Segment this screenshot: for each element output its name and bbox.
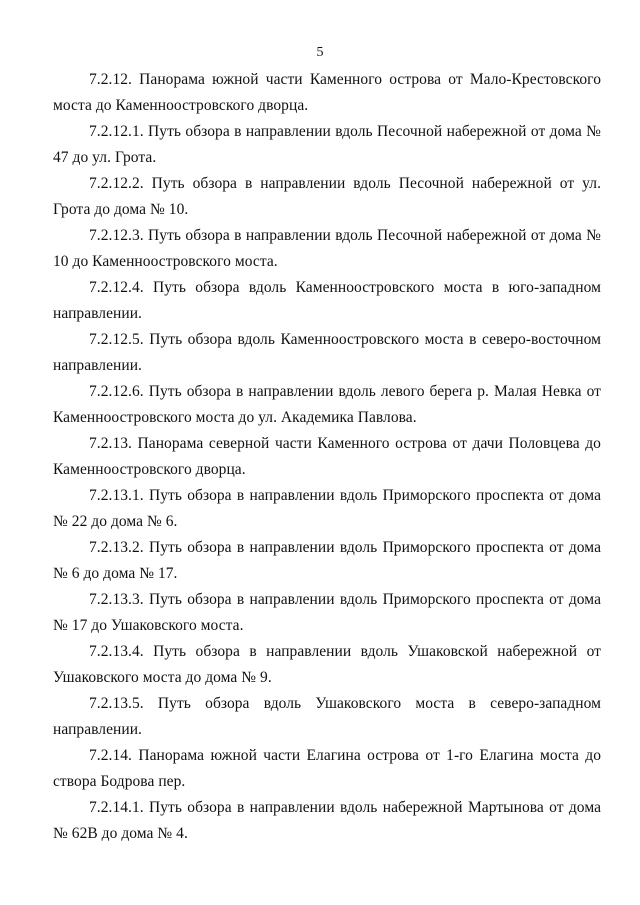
paragraph-7-2-12-1: 7.2.12.1. Путь обзора в направлении вдоль Песочной набережной от дома № 47 до ул. Грота. [53,123,601,166]
document-body [53,67,601,847]
paragraph-7-2-13-5: 7.2.13.5. Путь обзора вдоль Ушаковского моста в северо-западном направлении. [53,695,601,738]
paragraph-7-2-13-1: 7.2.13.1. Путь обзора в направлении вдоль Приморского проспекта от дома № 22 до дома № 6. [53,487,601,530]
paragraph-7-2-13-4: 7.2.13.4. Путь обзора в направлении вдоль Ушаковской набережной от Ушаковского моста до дома № 9. [53,643,601,686]
paragraph-7-2-13: 7.2.13. Панорама северной части Каменного острова от дачи Половцева до Каменноостровского дворца. [53,435,601,478]
paragraph-7-2-12-3: 7.2.12.3. Путь обзора в направлении вдоль Песочной набережной от дома № 10 до Каменноостровского моста. [53,227,601,270]
paragraph-7-2-14: 7.2.14. Панорама южной части Елагина острова от 1-го Елагина моста до створа Бодрова пер. [53,747,601,790]
paragraph-7-2-13-2: 7.2.13.2. Путь обзора в направлении вдоль Приморского проспекта от дома № 6 до дома № 17. [53,539,601,582]
paragraph-7-2-12: 7.2.12. Панорама южной части Каменного острова от Мало-Крестовского моста до Каменноостровского дворца. [53,71,601,114]
paragraph-7-2-14-1: 7.2.14.1. Путь обзора в направлении вдоль набережной Мартынова от дома № 62В до дома № 4. [53,799,601,842]
paragraph-7-2-12-2: 7.2.12.2. Путь обзора в направлении вдоль Песочной набережной от ул. Грота до дома № 10. [53,175,601,218]
paragraph-7-2-12-5: 7.2.12.5. Путь обзора вдоль Каменноостровского моста в северо-восточном направлении. [53,331,601,374]
page-number: 5 [316,45,324,60]
paragraph-7-2-12-4: 7.2.12.4. Путь обзора вдоль Каменноостровского моста в юго-западном направлении. [53,279,601,322]
paragraph-7-2-13-3: 7.2.13.3. Путь обзора в направлении вдоль Приморского проспекта от дома № 17 до Ушаковского моста. [53,591,601,634]
paragraph-7-2-12-6: 7.2.12.6. Путь обзора в направлении вдоль левого берега р. Малая Невка от Каменноостровского моста до ул. Академика Павлова. [53,383,601,426]
